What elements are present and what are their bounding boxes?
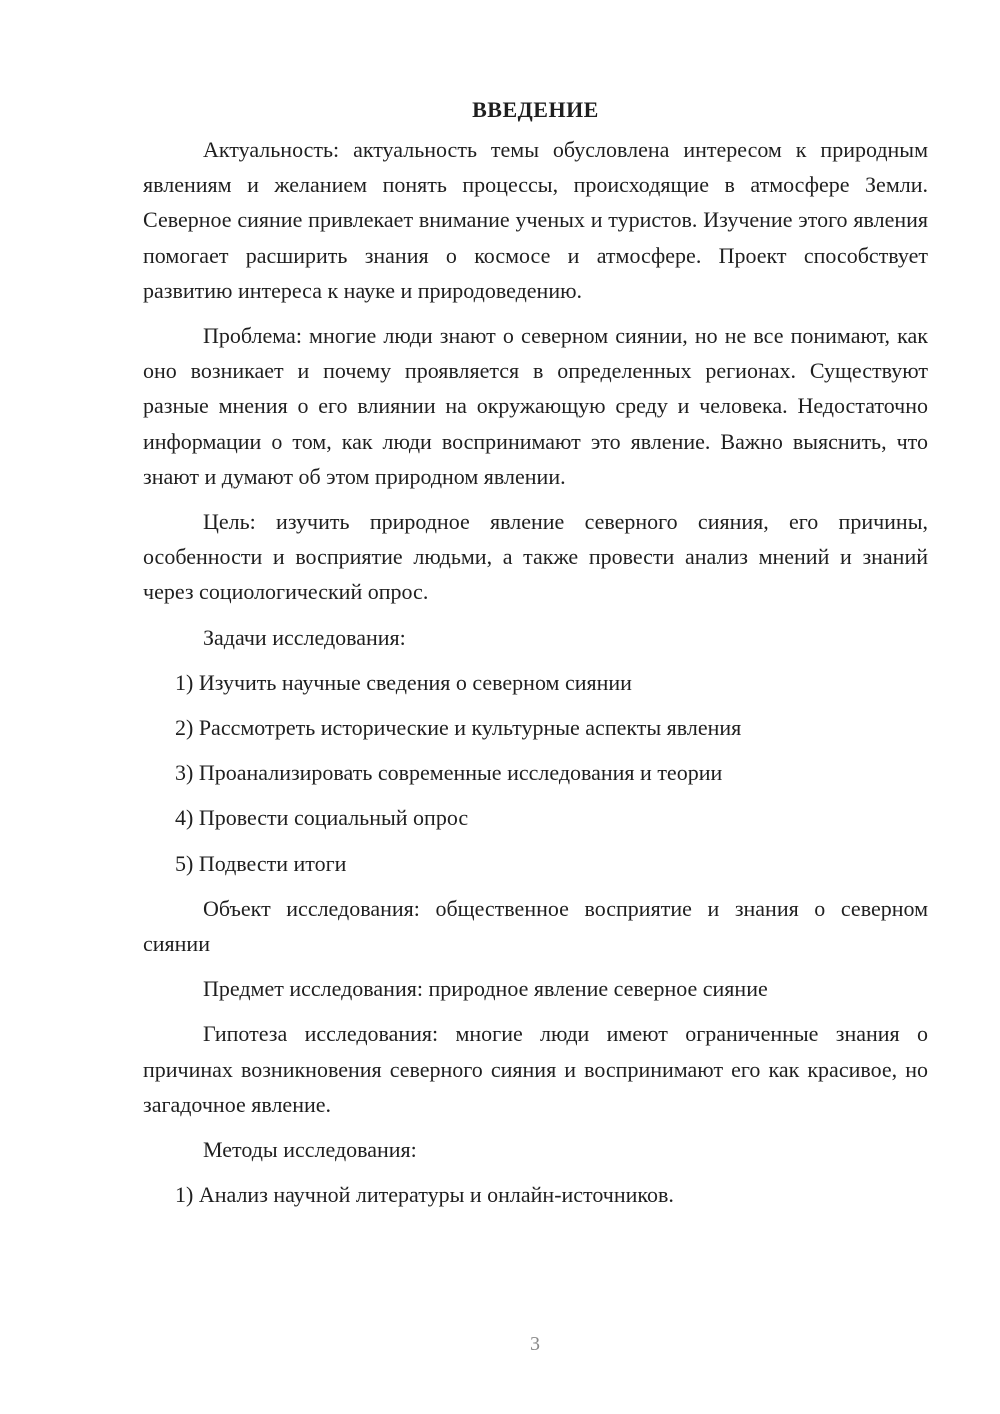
page-number: 3 <box>530 1333 540 1355</box>
tasks-heading: Задачи исследования: <box>203 624 406 650</box>
task-item: 3) Проанализировать современные исследования и теории <box>175 760 723 786</box>
section-title: ВВЕДЕНИЕ <box>472 97 599 122</box>
problem-paragraph: Проблема: многие люди знают о северном сиянии, но не все понимают, как оно возникает и почему проявляется в определенных регионах. Существуют разные мнения о его влиянии на окружающую среду и человека. Недостаточно информации о том, как люди воспринимают это явление. Важно выяснить, что знают и думают об этом природном явлении. <box>143 323 928 489</box>
subject-paragraph: Предмет исследования: природное явление северное сияние <box>203 976 768 1002</box>
task-item: 5) Подвести итоги <box>175 850 347 876</box>
hypothesis-paragraph: Гипотеза исследования: многие люди имеют ограниченные знания о причинах возникновения северного сияния и воспринимают его как красивое, но загадочное явление. <box>143 1021 928 1117</box>
object-paragraph: Объект исследования: общественное восприятие и знания о северном сиянии <box>143 895 928 957</box>
relevance-paragraph: Актуальность: актуальность темы обусловлена интересом к природным явлениям и желанием понять процессы, происходящие в атмосфере Земли. Северное сияние привлекает внимание ученых и туристов. Изучение этого явления помогает расширить знания о космосе и атмосфере. Проект способствует развитию интереса к науке и природоведению. <box>143 137 928 303</box>
goal-paragraph: Цель: изучить природное явление северного сияния, его причины, особенности и восприятие людьми, а также провести анализ мнений и знаний через социологический опрос. <box>143 509 928 605</box>
task-item: 4) Провести социальный опрос <box>175 805 469 831</box>
task-item: 2) Рассмотреть исторические и культурные аспекты явления <box>175 715 742 741</box>
task-item: 1) Изучить научные сведения о северном сиянии <box>175 669 632 695</box>
document-page <box>143 92 928 1222</box>
method-item: 1) Анализ научной литературы и онлайн-источников. <box>175 1182 674 1208</box>
methods-heading: Методы исследования: <box>203 1137 417 1163</box>
